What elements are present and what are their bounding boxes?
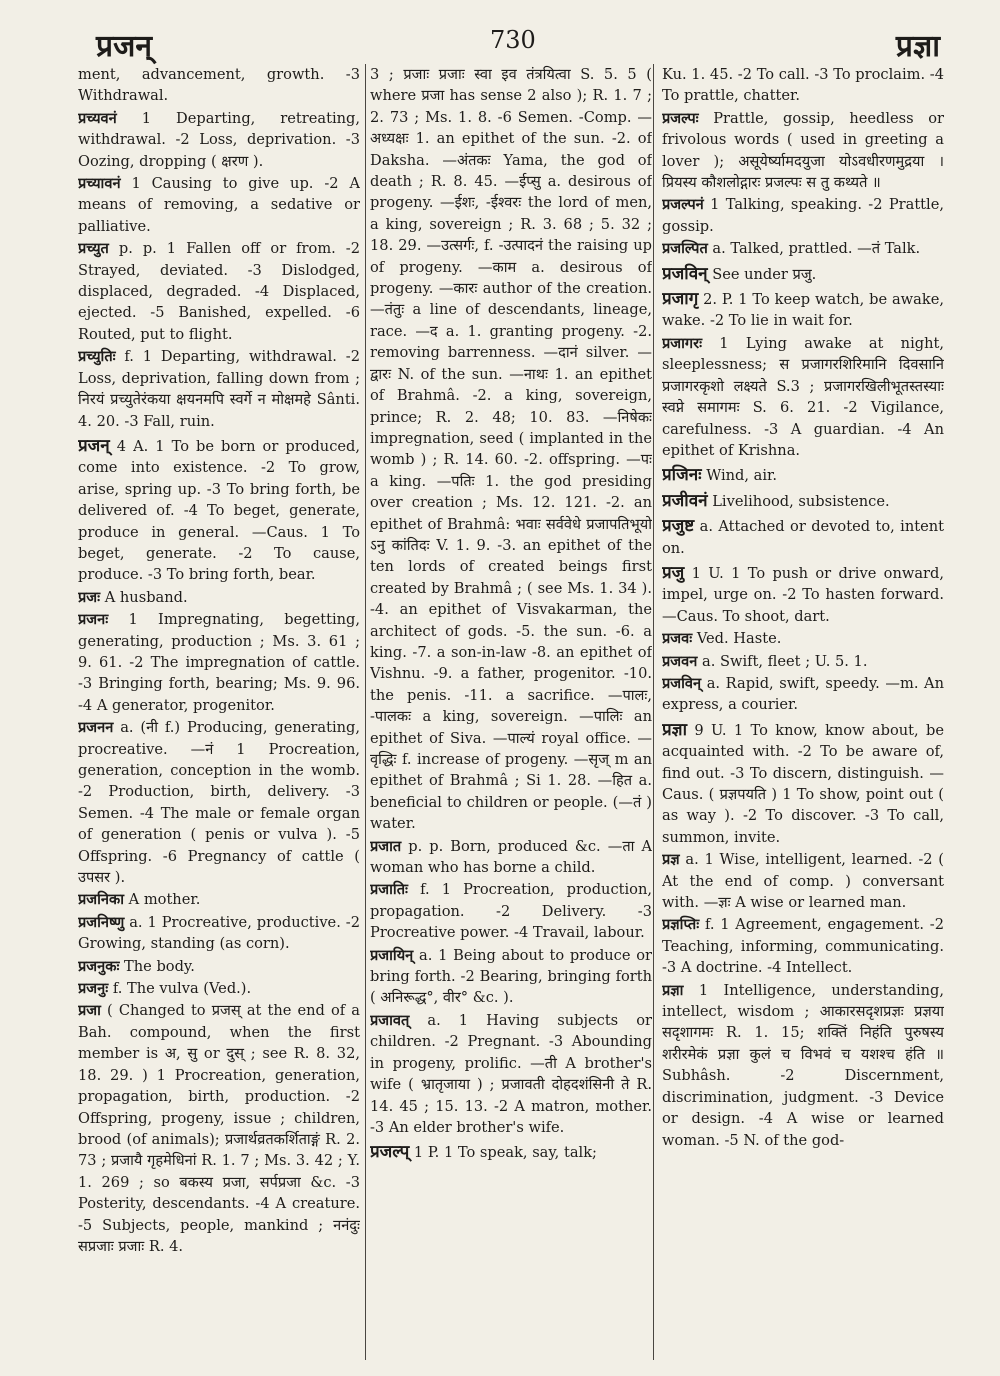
entry-definition: 9 U. 1 To know, know about, be acquainted with. -2 To be aware of, find out. -3 To discern, distinguish. —Caus. ( प्रज्ञपयति ) 1 To show, point out ( as way ). -2 To discover. -3 To call, summon, invite. (662, 721, 944, 846)
entry-headword: प्रजा (78, 1002, 101, 1020)
dictionary-entry (78, 1000, 360, 1257)
dictionary-entry (78, 64, 360, 107)
entry-definition: Wind, air. (701, 467, 778, 485)
entry-headword: प्रच्युत (78, 240, 109, 258)
dictionary-entry (78, 173, 360, 237)
entry-headword: प्रज्ञा (662, 719, 687, 740)
entry-definition: a. 1 Being about to produce or bring forth. -2 Bearing, bringing forth ( अनिरूद्ध°, वीर° &c. ). (370, 946, 652, 1007)
entry-headword: प्रजल्पित (662, 240, 708, 258)
entry-definition: 4 A. 1 To be born or produced, come into existence. -2 To grow, arise, spring up. -3 To bring forth, be delivered of. -4 To beget, generate, produce in general. —Caus. 1 To beget, generate. -2 To cause, produce. -3 To bring forth, bear. (78, 437, 360, 584)
entry-headword: प्रजागृ (662, 289, 699, 310)
entry-headword: प्रच्यवनं (78, 109, 117, 127)
entry-headword: प्रजनिका (78, 891, 124, 909)
entry-headword: प्रजायिन् (370, 946, 414, 964)
dictionary-entry (662, 980, 944, 1151)
entry-definition: ( Changed to प्रजस् at the end of a Bah. compound, when the first member is अ, सु or दुस् ; see R. 8. 32, 18. 29. ) 1 Procreation, generation, propagation, birth, production. -2 Offspring, progeny, issue ; children, brood (of animals); प्रजार्थव्रतकर्शिताङ्गं R. 2. 73 ; प्रजायै गृहमेधिनां R. 1. 7 ; Ms. 3. 42 ; Y. 1. 269 ; so बकस्य प्रजा, सर्पप्रजा &c. -3 Posterity, descendants. -4 A creature. -5 Subjects, people, mankind ; ननंदुः सप्रजाः प्रजाः R. 4. (78, 1002, 360, 1255)
entry-headword: प्रजवन (662, 652, 698, 670)
dictionary-entry (78, 978, 360, 999)
entry-definition: a. Attached or devoted to, intent on. (662, 518, 944, 557)
dictionary-entry (78, 956, 360, 977)
dictionary-entry (662, 914, 944, 978)
entry-headword: प्रजावत् (370, 1011, 410, 1029)
entry-headword: प्रजिनः (662, 465, 702, 486)
entry-definition: a. Rapid, swift, speedy. —m. An express, a courier. (662, 674, 944, 714)
dictionary-entry (662, 563, 944, 627)
dictionary-entry (370, 64, 652, 835)
entry-definition: 2. P. 1 To keep watch, be awake, wake. -2 To lie in wait for. (662, 291, 944, 330)
entry-headword: प्रजल्प् (370, 1142, 410, 1163)
entry-headword: प्रजनुकः (78, 957, 120, 975)
entry-definition: The body. (119, 957, 195, 975)
dictionary-entry (78, 609, 360, 716)
entry-definition: 1 U. 1 To push or drive onward, impel, urge on. -2 To hasten forward. —Caus. To shoot, dart. (662, 564, 944, 625)
dictionary-entry (662, 194, 944, 237)
dictionary-entry (662, 516, 944, 559)
entry-definition: a. Talked, prattled. —तं Talk. (707, 240, 921, 258)
dictionary-entry (370, 1010, 652, 1138)
entry-headword: प्रच्युतिः (78, 348, 116, 366)
dictionary-entry (662, 673, 944, 716)
entry-definition: a. 1 Wise, intelligent, learned. -2 ( At the end of comp. ) conversant with. —ज्ञः A wise or learned man. (662, 851, 944, 912)
entry-headword: प्रजन् (78, 435, 110, 456)
entry-definition: p. p. 1 Fallen off or from. -2 Strayed, deviated. -3 Dislodged, displaced, degraded. -4 Displaced, ejected. -5 Banished, expelled. -6 Routed, put to flight. (78, 240, 360, 343)
column-2 (370, 64, 652, 1360)
entry-definition: p. p. Born, produced &c. —ता A woman who has borne a child. (370, 837, 652, 877)
entry-headword: प्रजातिः (370, 881, 408, 899)
entry-definition: f. 1 Agreement, engagement. -2 Teaching, informing, communicating. -3 A doctrine. -4 Intellect. (662, 916, 944, 977)
entry-definition: 1 Lying awake at night, sleeplessness; स प्रजागरशिरिमानि दिवसानि प्रजागरकृशो लक्ष्यते S.3 ; प्रजागरखिलीभूतस्तस्याः स्वप्ने समागमः S. 6. 21. -2 Vigilance, carefulness. -3 A guardian. -4 An epithet of Krishna. (662, 334, 944, 459)
dictionary-entry (662, 465, 944, 486)
entry-headword: प्रज्ञ (662, 851, 680, 869)
entry-definition: Ved. Haste. (692, 630, 782, 648)
entry-headword: प्रजुष्ट (662, 516, 695, 537)
entry-headword: प्रज्ञा (662, 981, 684, 999)
dictionary-entry (78, 346, 360, 432)
dictionary-entry (78, 587, 360, 608)
entry-headword: प्रच्यावनं (78, 175, 121, 193)
dictionary-entry (662, 238, 944, 259)
dictionary-entry (78, 436, 360, 586)
entry-definition: f. The vulva (Ved.). (108, 980, 252, 998)
dictionary-entry (662, 289, 944, 332)
entry-definition: 1 Intelligence, understanding, intellect, wisdom ; आकारसदृशप्रज्ञः प्रज्ञया सदृशागमः R. 1. 15; शक्तिं निहंति पुरुषस्य शरीरमेकं प्रज्ञा कुलं च विभवं च यशश्च हंति ॥ Subhâsh. -2 Discernment, discrimination, judgment. -3 Device or design. -4 A wise or learned woman. -5 N. of the god- (662, 981, 944, 1149)
dictionary-entry (78, 108, 360, 172)
dictionary-entry (370, 1142, 652, 1163)
entry-headword: प्रजनुः (78, 980, 109, 998)
right-running-headword: प्रज्ञा (895, 29, 940, 64)
page-header (70, 18, 950, 68)
entry-headword: प्रज्ञप्तिः (662, 916, 700, 934)
entry-headword: प्रजात (370, 837, 402, 855)
dictionary-entry (662, 849, 944, 913)
entry-definition: 1 Causing to give up. -2 A means of removing, a sedative or palliative. (78, 175, 360, 235)
dictionary-entry (662, 628, 944, 649)
entry-headword: प्रजवः (662, 630, 693, 648)
dictionary-entry (662, 720, 944, 848)
entry-headword: प्रजनन (78, 719, 114, 737)
column-3 (662, 64, 944, 1360)
entry-headword: प्रजीवनं (662, 490, 708, 511)
entry-headword: प्रजागरः (662, 334, 703, 352)
dictionary-entry (78, 717, 360, 888)
dictionary-entry (78, 238, 360, 345)
entry-definition: A husband. (100, 588, 188, 606)
entry-headword: प्रजल्पः (662, 109, 699, 127)
entry-definition: Ku. 1. 45. -2 To call. -3 To proclaim. -4 To prattle, chatter. (662, 66, 944, 105)
dictionary-entry (78, 912, 360, 955)
entry-definition: 1 Departing, retreating, withdrawal. -2 Loss, deprivation. -3 Oozing, dropping ( क्षरण ). (78, 109, 360, 170)
entry-headword: प्रजविन् (662, 263, 708, 284)
entry-definition: 1 Impregnating, begetting, generating, production ; Ms. 3. 61 ; 9. 61. -2 The impregnation of cattle. -3 Bringing forth, bearing; Ms. 9. 96. -4 A generator, progenitor. (78, 611, 360, 714)
dictionary-entry (662, 333, 944, 461)
dictionary-entry (370, 879, 652, 943)
entry-headword: प्रजः (78, 588, 101, 606)
page-number: 730 (490, 26, 536, 54)
entry-headword: प्रजनः (78, 611, 109, 629)
column-1 (78, 64, 360, 1360)
dictionary-entry (370, 836, 652, 879)
left-running-headword: प्रजन् (96, 29, 152, 64)
dictionary-entry (662, 64, 944, 107)
dictionary-entry (662, 264, 944, 285)
dictionary-entry (662, 108, 944, 194)
entry-headword: प्रजल्पनं (662, 196, 704, 214)
entry-headword: प्रजविन् (662, 674, 702, 692)
entry-headword: प्रजनिष्णु (78, 913, 125, 931)
dictionary-entry (370, 945, 652, 1009)
entry-definition: A mother. (124, 891, 201, 909)
entry-headword: प्रजु (662, 562, 685, 583)
dictionary-columns (78, 64, 948, 1360)
entry-definition: a. (नी f.) Producing, generating, procreative. —नं 1 Procreation, generation, conception in the womb. -2 Production, birth, delivery. -3 Semen. -4 The male or female organ of generation ( penis or vulva ). -5 Offspring. -6 Pregnancy of cattle ( उपसर ). (78, 719, 360, 887)
entry-definition: f. 1 Procreation, production, propagation. -2 Delivery. -3 Procreative power. -4 Travail, labour. (370, 881, 652, 942)
entry-definition: ment, advancement, growth. -3 Withdrawal. (78, 66, 360, 105)
entry-definition: f. 1 Departing, withdrawal. -2 Loss, deprivation, falling down from ; निरयं प्रच्युतेरंकया क्षयनमपि स्वर्गे न मोक्षमहे Sânti. 4. 20. -3 Fall, ruin. (78, 348, 360, 430)
entry-definition: 3 ; प्रजाः प्रजाः स्वा इव तंत्रयित्वा S. 5. 5 ( where प्रजा has sense 2 also ); R. 1. 7 ; 2. 73 ; Ms. 1. 8. -6 Semen. -Comp. —अध्यक्षः 1. an epithet of the sun. -2. of Daksha. —अंतकः Yama, the god of death ; R. 8. 45. —ईप्सु a. desirous of progeny. —ईशः, -ईश्वरः the lord of men, a king, sovereign ; R. 3. 68 ; 5. 32 ; 18. 29. —उत्सर्गः, f. -उत्पादनं the raising up of progeny. —काम a. desirous of progeny. —कारः author of the creation. —तंतुः a line of descendants, lineage, race. —द a. 1. granting progeny. -2. removing barrenness. —दानं silver. —द्वारः N. of the sun. —नाथः 1. an epithet of Brahmâ. -2. a king, sovereign, prince; R. 2. 48; 10. 83. —निषेकः impregnation, seed ( implanted in the womb ) ; R. 14. 60. -2. offspring. —पः a king. —पतिः 1. the god presiding over creation ; Ms. 12. 121. -2. an epithet of Brahmâ: भवाः सर्ववेधे प्रजापतिभूयो ऽनु कांतिदः V. 1. 9. -3. an epithet of the ten lords of created beings first created by Brahmâ ; ( see Ms. 1. 34 ). -4. an epithet of Visvakarman, the architect of gods. -5. the sun. -6. a king. -7. a son-in-law -8. an epithet of Vishnu. -9. a father, progenitor. -10. the penis. -11. a sacrifice. —पालः, -पालकः a king, sovereign. —पालिः an epithet of Siva. —पाल्यं royal office. —वृद्धिः f. increase of progeny. —सृज् m an epithet of Brahmâ ; Si 1. 28. —हित a. beneficial to children or people. (—तं ) water. (370, 66, 652, 833)
entry-definition: Livelihood, subsistence. (707, 492, 890, 510)
dictionary-entry (662, 651, 944, 672)
entry-definition: 1 P. 1 To speak, say, talk; (409, 1144, 597, 1162)
entry-definition: a. 1 Procreative, productive. -2 Growing, standing (as corn). (78, 913, 360, 953)
dictionary-entry (662, 491, 944, 512)
entry-definition: Prattle, gossip, heedless or frivolous words ( used in greeting a lover ); असूयेर्ष्यामदयुजा योऽवधीरणमुद्रया । प्रियस्य कौशलोद्गारः प्रजल्पः स तु कथ्यते ॥ (662, 109, 944, 192)
entry-definition: See under प्रजु. (707, 265, 817, 283)
entry-definition: a. Swift, fleet ; U. 5. 1. (697, 652, 868, 670)
dictionary-entry (78, 889, 360, 910)
entry-definition: a. 1 Having subjects or children. -2 Pregnant. -3 Abounding in progeny, prolific. —ती A brother's wife ( भ्रातृजाया ) ; प्रजावती दोहदशंसिनी ते R. 14. 45 ; 15. 13. -2 A matron, mother. -3 An elder brother's wife. (370, 1011, 652, 1136)
entry-definition: 1 Talking, speaking. -2 Prattle, gossip. (662, 196, 944, 235)
